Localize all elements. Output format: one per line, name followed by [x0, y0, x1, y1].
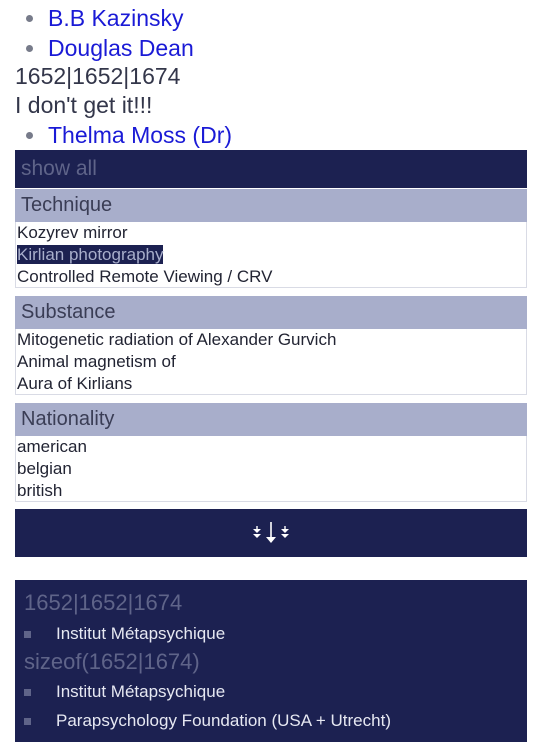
filter-option[interactable]: belgian — [17, 459, 72, 478]
result-item[interactable]: Institut Métapsychique — [15, 621, 527, 647]
filter-option[interactable]: Animal magnetism of — [17, 352, 176, 371]
filter-option[interactable]: american — [17, 437, 87, 456]
results-panel — [15, 580, 527, 742]
filter-option[interactable]: Aura of Kirlians — [17, 374, 133, 393]
sort-arrows-icon — [251, 520, 291, 546]
filter-option[interactable]: Mitogenetic radiation of Alexander Gurvich — [17, 330, 337, 349]
filter-options-nationality — [15, 436, 527, 502]
filter-option[interactable]: british — [17, 481, 63, 500]
bullet-icon — [26, 45, 33, 52]
person-link-moss[interactable]: Thelma Moss (Dr) — [48, 122, 233, 148]
person-link-dean[interactable]: Douglas Dean — [48, 35, 194, 61]
square-bullet-icon — [24, 631, 31, 638]
square-bullet-icon — [24, 689, 31, 696]
filter-option[interactable]: Kozyrev mirror — [17, 223, 128, 242]
result-heading: 1652|1652|1674 — [24, 590, 183, 615]
bullet-icon — [26, 15, 33, 22]
filter-header-technique[interactable]: Technique — [15, 189, 527, 222]
bullet-icon — [26, 132, 33, 139]
square-bullet-icon — [24, 718, 31, 725]
sort-button[interactable] — [15, 509, 527, 557]
years-text: 1652|1652|1674 — [15, 63, 181, 89]
filter-header-substance[interactable]: Substance — [15, 296, 527, 329]
filter-options-technique — [15, 222, 527, 288]
filter-header-nationality[interactable]: Nationality — [15, 403, 527, 436]
show-all-button[interactable]: show all — [15, 150, 527, 188]
filter-option-selected[interactable]: Kirlian photography — [17, 245, 164, 264]
result-item[interactable]: Institut Métapsychique — [15, 679, 527, 705]
filter-options-substance — [15, 329, 527, 395]
filter-option[interactable]: Controlled Remote Viewing / CRV — [17, 267, 273, 286]
person-link-kazinsky[interactable]: B.B Kazinsky — [48, 5, 184, 31]
result-item[interactable]: Parapsychology Foundation (USA + Utrecht) — [15, 708, 527, 734]
result-heading: sizeof(1652|1674) — [24, 649, 200, 674]
comment-text: I don't get it!!! — [15, 92, 153, 118]
